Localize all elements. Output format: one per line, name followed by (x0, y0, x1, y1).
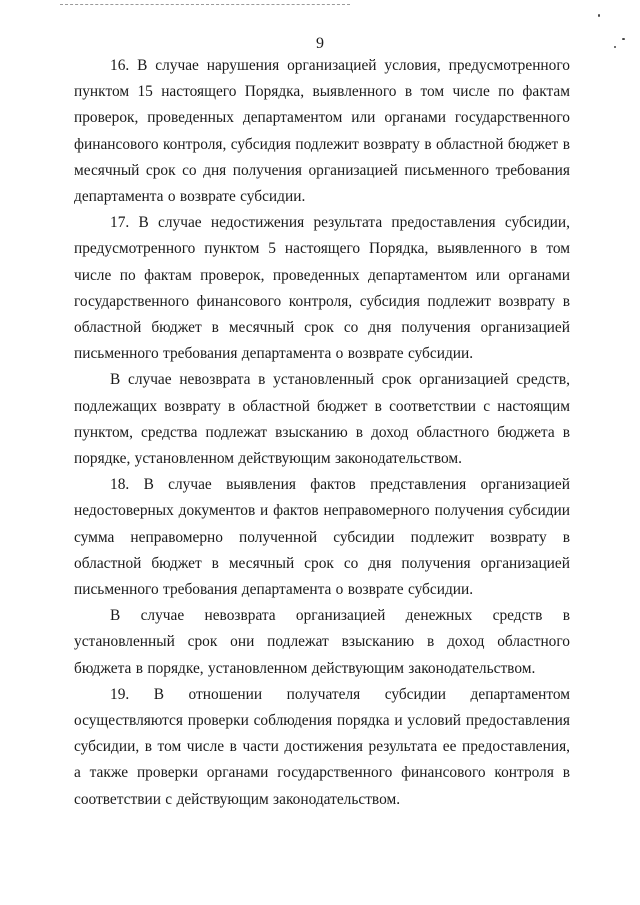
scan-edge-line (60, 4, 350, 5)
paragraph-17: 17. В случае недостижения результата предоставления субсидии, предусмотренного пунктом 5 настоящего Порядка, выявленного в том числе по фактам проверок, проведенных департаментом или органами государственного финансового контроля, субсидия подлежит возврату в областной бюджет в месячный срок со дня получения организацией письменного требования департамента о возврате субсидии. (74, 214, 570, 363)
scan-speck (598, 14, 600, 17)
paragraph-19: 19. В отношении получателя субсидии департаментом осуществляются проверки соблюдения порядка и условий предоставления субсидии, в том числе в части достижения результата ее предоставления, а также проверки органами государственного финансового контроля в соответствии с действующим законодательством. (74, 685, 570, 808)
paragraph-18-nonreturn: В случае невозврата организацией денежных средств в установленный срок они подлежат взысканию в доход областного бюджета в порядке, установленном действующим законодательством. (74, 607, 570, 677)
page-number: 9 (316, 35, 324, 52)
paragraph-18: 18. В случае выявления фактов представления организацией недостоверных документов и фактов неправомерного получения субсидии сумма неправомерно полученной субсидии подлежит возврату в областной бюджет в месячный срок со дня получения организацией письменного требования департамента о возврате субсидии. (74, 476, 570, 599)
document-body (74, 53, 570, 813)
paragraph-17-nonreturn: В случае невозврата в установленный срок организацией средств, подлежащих возврату в областной бюджет в соответствии с настоящим пунктом, средства подлежат взысканию в доход областного бюджета в порядке, установленном действующим законодательством. (74, 371, 570, 468)
paragraph-16: 16. В случае нарушения организацией условия, предусмотренного пунктом 15 настоящего Порядка, выявленного в том числе по фактам проверок, проведенных департаментом или органами государственного финансового контроля, субсидия подлежит возврату в областной бюджет в месячный срок со дня получения организацией письменного требования департамента о возврате субсидии. (74, 57, 570, 206)
